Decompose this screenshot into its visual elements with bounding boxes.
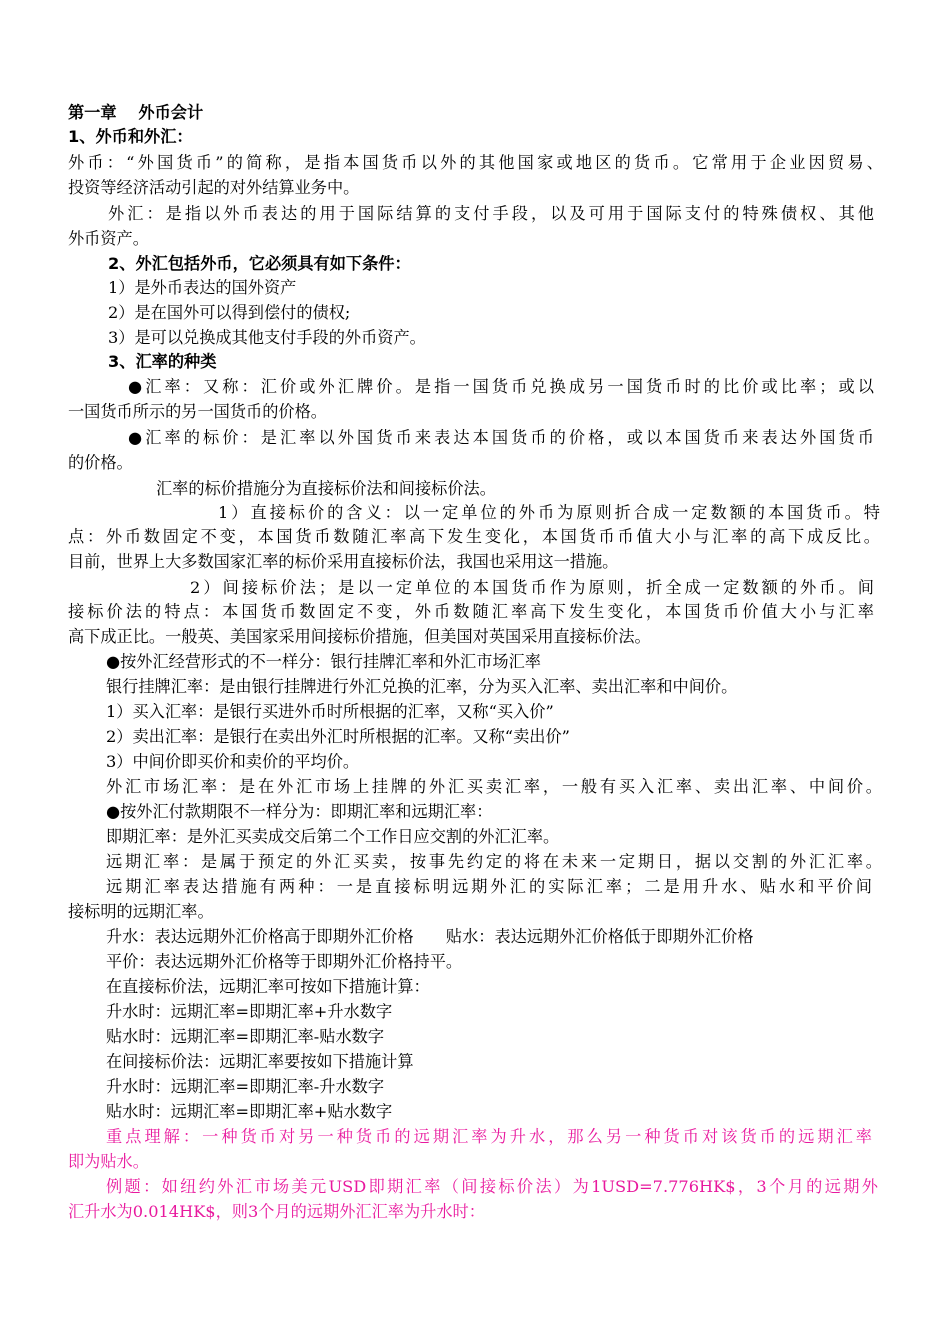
section-heading-2: 2、外汇包括外币，它必须具有如下条件： — [108, 254, 411, 273]
bullet-item: ●汇率：又称：汇价或外汇牌价。是指一国货币兑换成另一国货币时的比价或比率；或以 — [128, 377, 874, 396]
text-line: 平价：表达远期外汇价格等于即期外汇价格持平。 — [106, 952, 463, 971]
bullet-item: ●按外汇经营形式的不一样分：银行挂牌汇率和外汇市场汇率 — [106, 652, 541, 671]
text-line: 在直接标价法，远期汇率可按如下措施计算： — [106, 977, 430, 996]
section-heading-1: 1、外币和外汇： — [68, 127, 193, 146]
bullet-item: ●汇率的标价：是汇率以外国货币来表达本国货币的价格，或以本国货币来表达外国货币 — [128, 428, 874, 447]
text-line: 即期汇率：是外汇买卖成交后第二个工作日应交割的外汇汇率。 — [106, 827, 560, 846]
key-point-text: 重点理解：一种货币对另一种货币的远期汇率为升水，那么另一种货币对该货币的远期汇率 — [106, 1127, 872, 1146]
text-line: 的价格。 — [68, 453, 133, 472]
text-line: 接标价法的特点：本国货币数固定不变，外币数随汇率高下发生变化，本国货币价值大小与汇率 — [68, 602, 874, 621]
example-text: 例题：如纽约外汇市场美元USD即期汇率（间接标价法）为1USD=7.776HK$，3个月的远期外 — [106, 1177, 878, 1196]
text-line: 接标明的远期汇率。 — [68, 902, 214, 921]
text-line: 外币：“外国货币”的简称，是指本国货币以外的其他国家或地区的货币。它常用于企业因贸易、 — [68, 153, 883, 172]
text-line: 高下成正比。一般英、美国家采用间接标价措施，但美国对英国采用直接标价法。 — [68, 627, 651, 646]
bullet-item: ●按外汇付款期限不一样分为：即期汇率和远期汇率： — [106, 802, 493, 821]
text-line: 远期汇率表达措施有两种：一是直接标明远期外汇的实际汇率；二是用升水、贴水和平价间 — [106, 877, 872, 896]
formula-line: 贴水时：远期汇率=即期汇率+贴水数字 — [106, 1102, 393, 1121]
text-line: 外汇：是指以外币表达的用于国际结算的支付手段，以及可用于国际支付的特殊债权、其他 — [108, 204, 874, 223]
text-line: 1）直接标价的含义：以一定单位的外币为原则折合成一定数额的本国货币。特 — [218, 503, 880, 522]
chapter-title: 第一章 外币会计 — [68, 103, 204, 122]
section-heading-3: 3、汇率的种类 — [108, 352, 217, 371]
text-line: 在间接标价法：远期汇率要按如下措施计算 — [106, 1052, 414, 1071]
formula-line: 升水时：远期汇率=即期汇率+升水数字 — [106, 1002, 393, 1021]
list-item: 3）中间价即买价和卖价的平均价。 — [106, 752, 360, 771]
list-item: 1）买入汇率：是银行买进外币时所根据的汇率，又称“买入价” — [106, 702, 554, 721]
formula-line: 升水时：远期汇率=即期汇率-升水数字 — [106, 1077, 385, 1096]
text-line: 汇率的标价措施分为直接标价法和间接标价法。 — [156, 479, 496, 498]
text-line: 一国货币所示的另一国货币的价格。 — [68, 402, 327, 421]
example-text: 汇升水为0.014HK$，则3个月的远期外汇汇率为升水时： — [68, 1202, 485, 1221]
text-line: 银行挂牌汇率：是由银行挂牌进行外汇兑换的汇率，分为买入汇率、卖出汇率和中间价。 — [106, 677, 738, 696]
formula-line: 贴水时：远期汇率=即期汇率-贴水数字 — [106, 1027, 385, 1046]
list-item: 3）是可以兑换成其他支付手段的外币资产。 — [108, 328, 426, 347]
text-line: 外币资产。 — [68, 229, 149, 248]
text-line: 升水：表达远期外汇价格高于即期外汇价格 贴水：表达远期外汇价格低于即期外汇价格 — [106, 927, 754, 946]
text-line: 2）间接标价法；是以一定单位的本国货币作为原则，折全成一定数额的外币。间 — [190, 578, 874, 597]
text-line: 投资等经济活动引起的对外结算业务中。 — [68, 178, 360, 197]
list-item: 2）是在国外可以得到偿付的债权; — [108, 303, 351, 322]
text-line: 目前，世界上大多数国家汇率的标价采用直接标价法，我国也采用这一措施。 — [68, 552, 619, 571]
key-point-text: 即为贴水。 — [68, 1152, 149, 1171]
text-line: 远期汇率：是属于预定的外汇买卖，按事先约定的将在未来一定期日，据以交割的外汇汇率。 — [106, 852, 882, 871]
text-line: 点：外币数固定不变，本国货币数随汇率高下发生变化，本国货币币值大小与汇率的高下成反比。 — [68, 527, 880, 546]
list-item: 1）是外币表达的国外资产 — [108, 278, 297, 297]
list-item: 2）卖出汇率：是银行在卖出外汇时所根据的汇率。又称“卖出价” — [106, 727, 570, 746]
text-line: 外汇市场汇率：是在外汇市场上挂牌的外汇买卖汇率，一般有买入汇率、卖出汇率、中间价。 — [106, 777, 882, 796]
